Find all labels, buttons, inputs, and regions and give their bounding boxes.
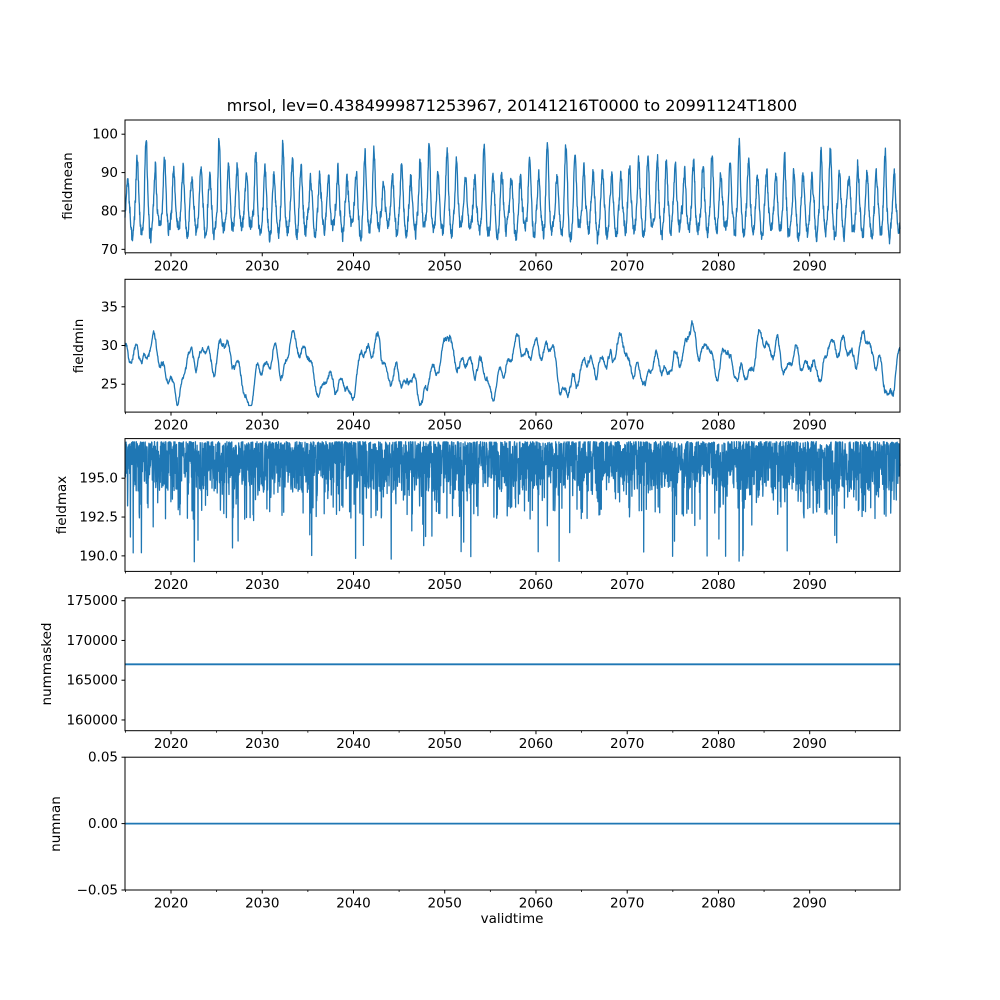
x-tick-label: 2080 bbox=[701, 895, 736, 912]
x-tick-label: 2080 bbox=[701, 417, 736, 434]
x-tick-label: 2090 bbox=[792, 417, 827, 434]
x-tick-label: 2070 bbox=[610, 895, 645, 912]
x-tick-label: 2060 bbox=[518, 736, 554, 753]
x-tick-label: 2030 bbox=[245, 417, 280, 434]
y-tick-label: 190.0 bbox=[79, 548, 118, 565]
y-tick-label: 170000 bbox=[66, 632, 118, 649]
y-tick-label: 0.00 bbox=[87, 816, 118, 833]
x-tick-label: 2040 bbox=[336, 258, 371, 275]
y-tick-label: 0.05 bbox=[87, 749, 118, 766]
x-tick-label: 2070 bbox=[610, 576, 645, 593]
y-axis-label-fieldmean: fieldmean bbox=[60, 152, 76, 220]
x-tick-label: 2050 bbox=[427, 417, 462, 434]
x-tick-label: 2070 bbox=[610, 736, 645, 753]
y-axis-label-fieldmin: fieldmin bbox=[71, 318, 87, 374]
y-tick-label: 80 bbox=[100, 203, 118, 220]
y-tick-label: 90 bbox=[100, 165, 118, 182]
x-tick-label: 2090 bbox=[792, 736, 827, 753]
x-tick-label: 2040 bbox=[336, 895, 371, 912]
x-tick-label: 2060 bbox=[518, 895, 554, 912]
x-tick-label: 2060 bbox=[518, 258, 554, 275]
x-tick-label: 2040 bbox=[336, 576, 371, 593]
y-tick-label: 160000 bbox=[66, 712, 118, 729]
x-tick-label: 2030 bbox=[245, 895, 280, 912]
y-tick-label: 35 bbox=[100, 299, 118, 316]
x-tick-label: 2090 bbox=[792, 895, 827, 912]
x-tick-label: 2080 bbox=[701, 576, 736, 593]
y-axis-label-numnan: numnan bbox=[48, 796, 64, 852]
x-tick-label: 2050 bbox=[427, 576, 462, 593]
series-line-fieldmean bbox=[125, 138, 900, 243]
y-axis-label-fieldmax: fieldmax bbox=[54, 475, 70, 535]
x-tick-label: 2020 bbox=[153, 417, 189, 434]
y-tick-label: 165000 bbox=[66, 672, 118, 689]
x-tick-label: 2050 bbox=[427, 736, 462, 753]
x-tick-label: 2020 bbox=[153, 258, 189, 275]
x-tick-label: 2060 bbox=[518, 576, 554, 593]
x-tick-label: 2050 bbox=[427, 895, 462, 912]
x-axis-label: validtime bbox=[480, 911, 544, 927]
x-tick-label: 2070 bbox=[610, 417, 645, 434]
y-axis-label-nummasked: nummasked bbox=[39, 622, 55, 706]
y-tick-label: 100 bbox=[92, 126, 118, 143]
figure-title: mrsol, lev=0.4384999871253967, 20141216T0000 to 20991124T1800 bbox=[226, 96, 798, 115]
y-tick-label: 30 bbox=[100, 338, 118, 355]
x-tick-label: 2050 bbox=[427, 258, 462, 275]
x-tick-label: 2070 bbox=[610, 258, 645, 275]
x-tick-label: 2040 bbox=[336, 736, 371, 753]
x-tick-label: 2090 bbox=[792, 258, 827, 275]
axes-frame-fieldmin bbox=[125, 279, 900, 412]
x-tick-label: 2030 bbox=[245, 736, 280, 753]
series-line-fieldmin bbox=[125, 321, 900, 406]
x-tick-label: 2090 bbox=[792, 576, 827, 593]
x-tick-label: 2020 bbox=[153, 576, 189, 593]
y-tick-label: −0.05 bbox=[76, 882, 118, 899]
y-tick-label: 192.5 bbox=[79, 509, 118, 526]
x-tick-label: 2020 bbox=[153, 736, 189, 753]
x-tick-label: 2080 bbox=[701, 736, 736, 753]
x-tick-label: 2030 bbox=[245, 258, 280, 275]
y-tick-label: 195.0 bbox=[79, 470, 118, 487]
x-tick-label: 2040 bbox=[336, 417, 371, 434]
y-tick-label: 175000 bbox=[66, 593, 118, 610]
y-tick-label: 70 bbox=[100, 241, 118, 258]
x-tick-label: 2060 bbox=[518, 417, 554, 434]
x-tick-label: 2030 bbox=[245, 576, 280, 593]
x-tick-label: 2080 bbox=[701, 258, 736, 275]
series-line-fieldmax bbox=[125, 442, 900, 562]
x-tick-label: 2020 bbox=[153, 895, 189, 912]
y-tick-label: 25 bbox=[100, 376, 118, 393]
